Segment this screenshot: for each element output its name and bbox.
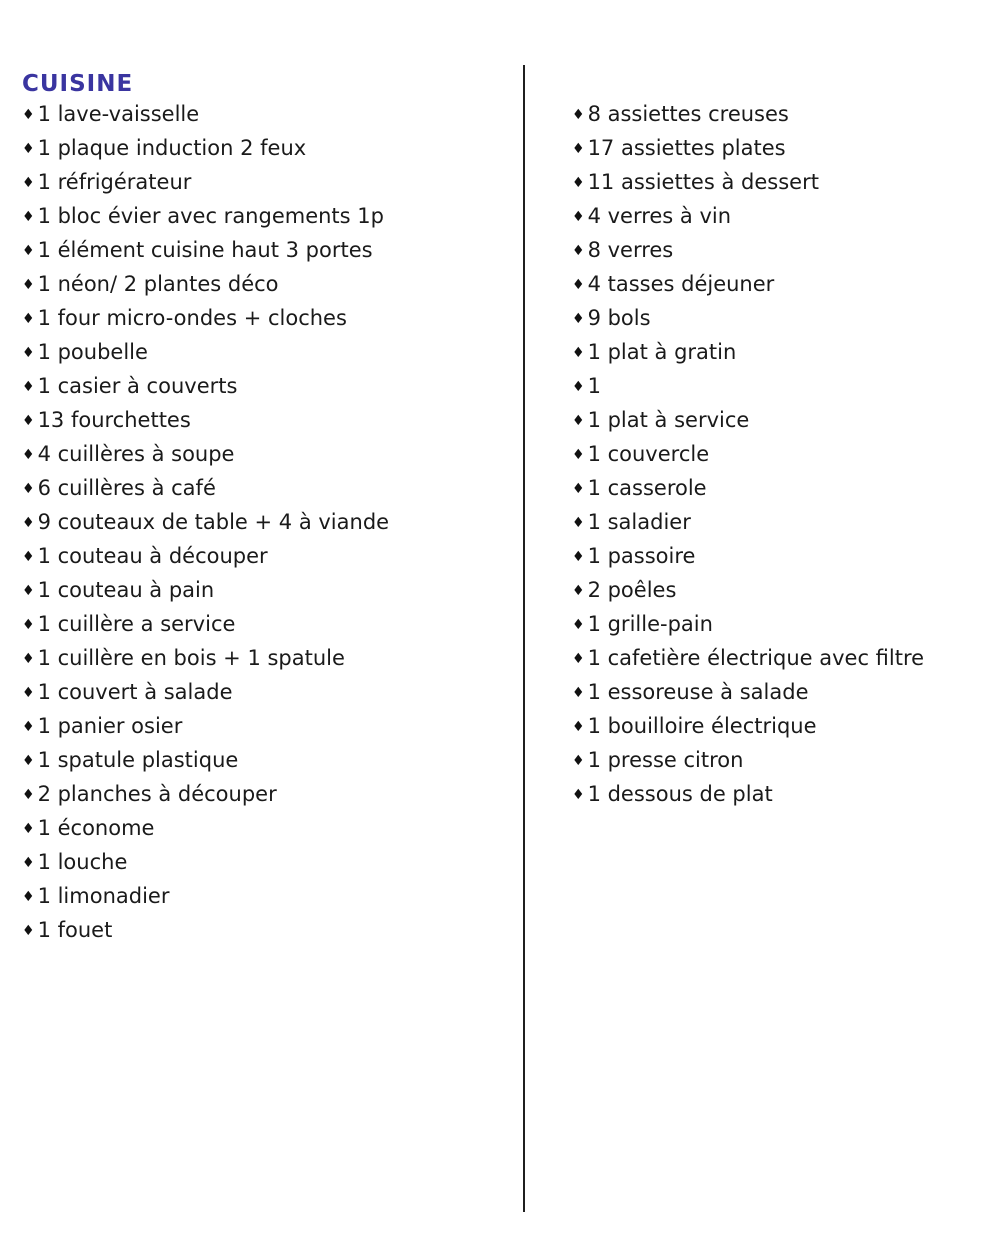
diamond-bullet-icon: ♦ [572,209,585,225]
diamond-bullet-icon: ♦ [22,209,35,225]
diamond-bullet-icon: ♦ [572,413,585,429]
list-item [572,235,982,269]
item-text: 6 cuillères à café [37,476,216,500]
diamond-bullet-icon: ♦ [22,379,35,395]
diamond-bullet-icon: ♦ [22,923,35,939]
item-text: 17 assiettes plates [587,136,786,160]
diamond-bullet-icon: ♦ [572,345,585,361]
page-title: CUISINE [22,71,134,97]
list-item [22,711,502,745]
item-text: 1 néon/ 2 plantes déco [37,272,279,296]
diamond-bullet-icon: ♦ [22,855,35,871]
column-divider [523,65,525,1212]
diamond-bullet-icon: ♦ [572,719,585,735]
list-item [572,167,982,201]
diamond-bullet-icon: ♦ [572,549,585,565]
item-text: 1 couteau à découper [37,544,268,568]
item-text: 1 casserole [587,476,707,500]
item-text: 1 lave-vaisselle [37,102,200,126]
diamond-bullet-icon: ♦ [572,583,585,599]
diamond-bullet-icon: ♦ [22,413,35,429]
diamond-bullet-icon: ♦ [572,617,585,633]
item-text: 1 cuillère a service [37,612,236,636]
list-item [572,745,982,779]
item-text: 1 couteau à pain [37,578,215,602]
list-item [22,201,502,235]
diamond-bullet-icon: ♦ [572,753,585,769]
list-item [22,813,502,847]
diamond-bullet-icon: ♦ [22,107,35,123]
diamond-bullet-icon: ♦ [572,651,585,667]
diamond-bullet-icon: ♦ [22,515,35,531]
diamond-bullet-icon: ♦ [572,107,585,123]
item-text: 1 bloc évier avec rangements 1p [37,204,384,228]
list-item [572,133,982,167]
diamond-bullet-icon: ♦ [572,515,585,531]
list-item [572,201,982,235]
item-text: 1 four micro-ondes + cloches [37,306,347,330]
list-item [572,371,982,405]
item-text: 1 couvert à salade [37,680,233,704]
item-text: 4 cuillères à soupe [37,442,235,466]
list-item [22,167,502,201]
item-text: 1 limonadier [37,884,170,908]
right-list [572,99,982,813]
item-text: 1 [587,374,601,398]
diamond-bullet-icon: ♦ [572,787,585,803]
item-text: 1 panier osier [37,714,183,738]
list-item [572,541,982,575]
item-text: 1 presse citron [587,748,744,772]
left-column [22,69,502,949]
list-item [22,269,502,303]
diamond-bullet-icon: ♦ [22,889,35,905]
list-item [22,745,502,779]
item-text: 8 assiettes creuses [587,102,789,126]
diamond-bullet-icon: ♦ [572,481,585,497]
item-text: 1 fouet [37,918,113,942]
item-text: 1 spatule plastique [37,748,239,772]
list-item [22,677,502,711]
item-text: 1 bouilloire électrique [587,714,817,738]
item-text: 9 bols [587,306,651,330]
item-text: 13 fourchettes [37,408,191,432]
diamond-bullet-icon: ♦ [22,243,35,259]
diamond-bullet-icon: ♦ [22,583,35,599]
list-item [22,235,502,269]
diamond-bullet-icon: ♦ [22,651,35,667]
list-item [22,303,502,337]
diamond-bullet-icon: ♦ [22,481,35,497]
item-text: 1 plat à service [587,408,750,432]
diamond-bullet-icon: ♦ [22,821,35,837]
list-item [22,915,502,949]
right-column [572,99,982,813]
list-item [572,99,982,133]
diamond-bullet-icon: ♦ [572,379,585,395]
item-text: 1 économe [37,816,155,840]
diamond-bullet-icon: ♦ [22,549,35,565]
diamond-bullet-icon: ♦ [572,141,585,157]
diamond-bullet-icon: ♦ [22,311,35,327]
diamond-bullet-icon: ♦ [22,141,35,157]
list-item [572,303,982,337]
diamond-bullet-icon: ♦ [22,685,35,701]
item-text: 2 poêles [587,578,677,602]
diamond-bullet-icon: ♦ [22,345,35,361]
item-text: 1 louche [37,850,128,874]
list-item [572,337,982,371]
list-item [22,779,502,813]
list-item [22,405,502,439]
list-item [572,269,982,303]
list-item [572,473,982,507]
list-item [572,779,982,813]
list-item [22,575,502,609]
item-text: 1 élément cuisine haut 3 portes [37,238,373,262]
item-text: 9 couteaux de table + 4 à viande [37,510,390,534]
item-text: 1 passoire [587,544,696,568]
list-item [22,439,502,473]
diamond-bullet-icon: ♦ [22,753,35,769]
list-item [22,847,502,881]
list-item [22,337,502,371]
diamond-bullet-icon: ♦ [572,447,585,463]
item-text: 2 planches à découper [37,782,277,806]
item-text: 8 verres [587,238,674,262]
item-text: 1 saladier [587,510,691,534]
list-item [22,99,502,133]
item-text: 1 casier à couverts [37,374,238,398]
item-text: 1 dessous de plat [587,782,773,806]
diamond-bullet-icon: ♦ [572,277,585,293]
item-text: 1 cuillère en bois + 1 spatule [37,646,345,670]
list-item [22,133,502,167]
list-item [22,473,502,507]
item-text: 1 couvercle [587,442,710,466]
list-item [572,405,982,439]
list-item [22,541,502,575]
list-item [572,677,982,711]
item-text: 1 essoreuse à salade [587,680,809,704]
diamond-bullet-icon: ♦ [22,617,35,633]
diamond-bullet-icon: ♦ [22,175,35,191]
left-list [22,99,502,949]
list-item [22,371,502,405]
list-item [22,881,502,915]
list-item [572,575,982,609]
diamond-bullet-icon: ♦ [22,719,35,735]
diamond-bullet-icon: ♦ [572,685,585,701]
diamond-bullet-icon: ♦ [22,447,35,463]
list-item [572,439,982,473]
diamond-bullet-icon: ♦ [572,243,585,259]
item-text: 1 plat à gratin [587,340,737,364]
item-text: 1 grille-pain [587,612,713,636]
list-item [22,507,502,541]
list-item [22,643,502,677]
diamond-bullet-icon: ♦ [22,787,35,803]
list-item [22,609,502,643]
diamond-bullet-icon: ♦ [22,277,35,293]
item-text: 1 poubelle [37,340,148,364]
diamond-bullet-icon: ♦ [572,311,585,327]
item-text: 1 cafetière électrique avec filtre [587,646,925,670]
list-item [572,507,982,541]
list-item [572,711,982,745]
list-item [572,609,982,643]
list-item [572,643,982,677]
item-text: 1 plaque induction 2 feux [37,136,307,160]
item-text: 11 assiettes à dessert [587,170,819,194]
item-text: 4 tasses déjeuner [587,272,775,296]
item-text: 1 réfrigérateur [37,170,192,194]
diamond-bullet-icon: ♦ [572,175,585,191]
item-text: 4 verres à vin [587,204,732,228]
